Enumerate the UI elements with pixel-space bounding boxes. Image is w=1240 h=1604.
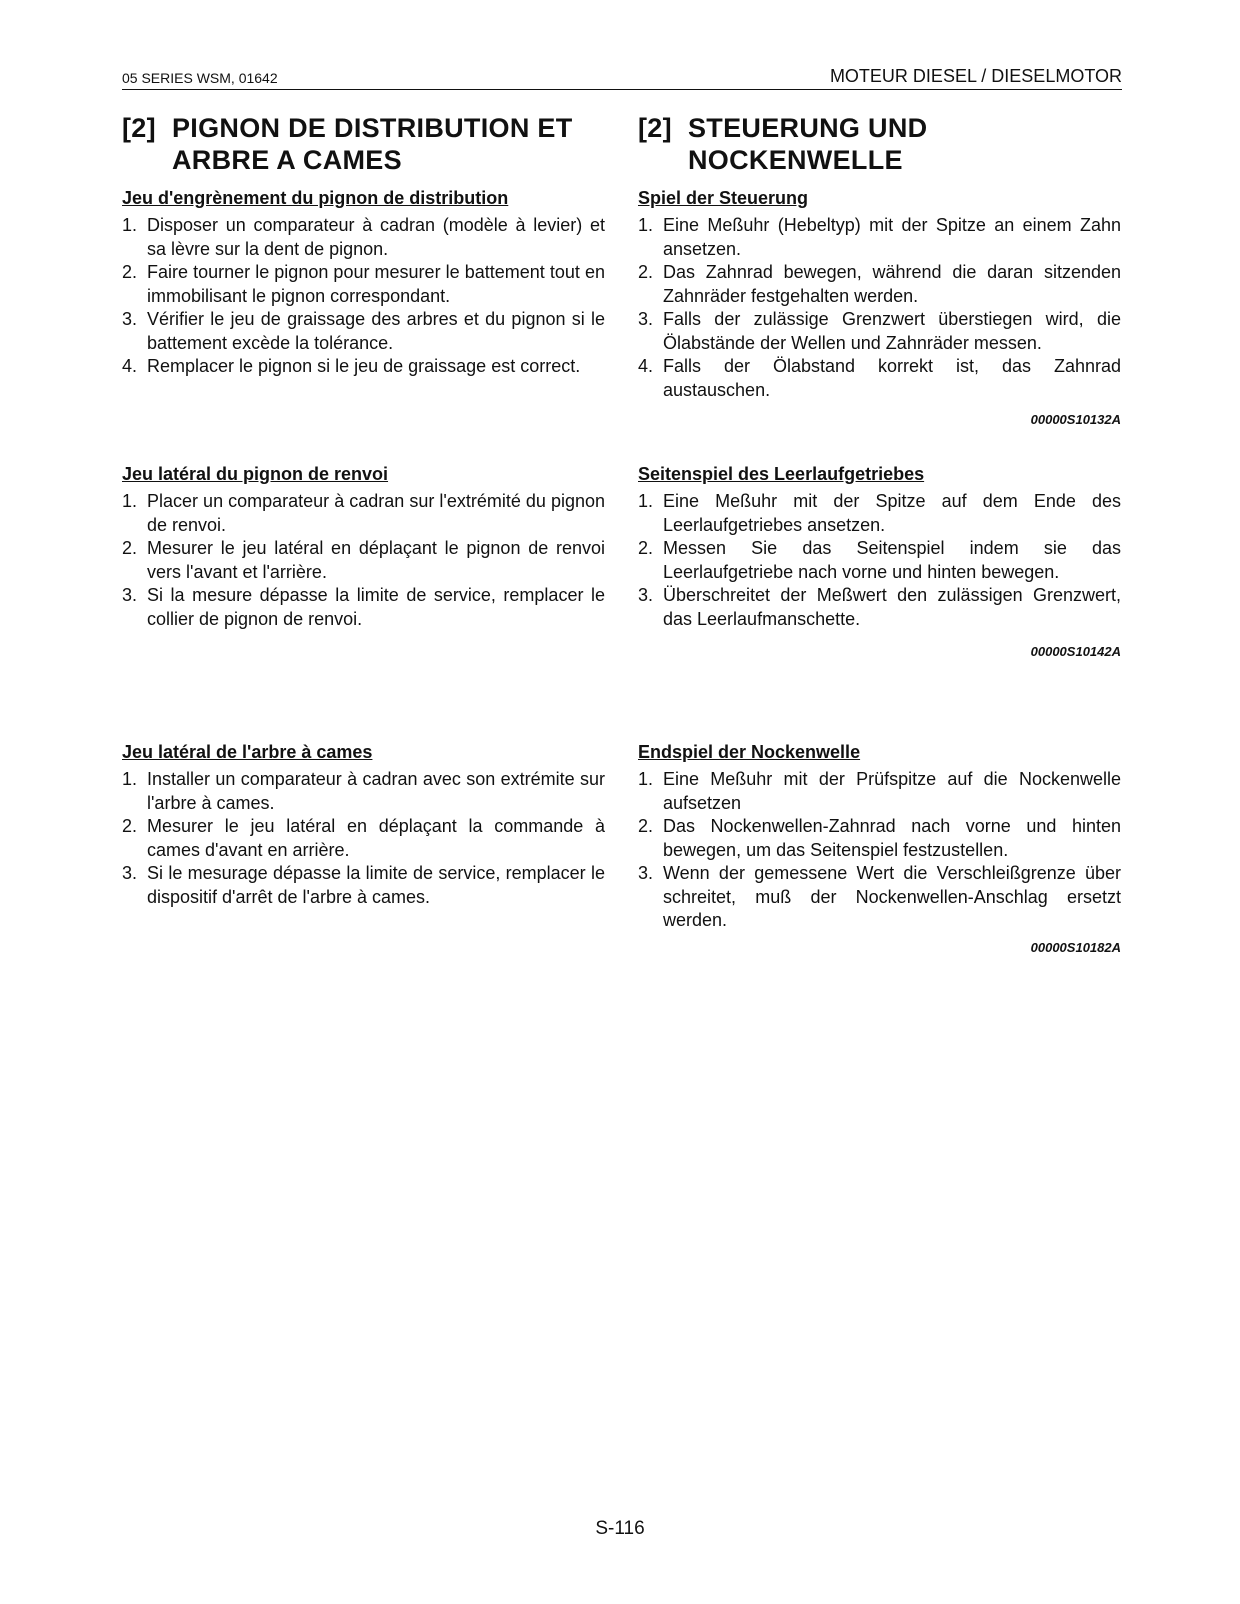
de-section-2	[638, 462, 1121, 631]
de-section-1	[638, 186, 1121, 402]
title-line1-de: STEUERUNG UND	[688, 113, 928, 143]
title-line2-de: NOCKENWELLE	[688, 145, 903, 175]
list-item: 3. Überschreitet der Meßwert den zulässigen Grenzwert, das Leerlaufmanschette.	[638, 585, 1121, 629]
title-line2-fr: ARBRE A CAMES	[172, 145, 402, 175]
subtitle-de-1: Spiel der Steuerung	[638, 188, 809, 208]
subtitle-de-3: Endspiel der Nockenwelle	[638, 742, 861, 762]
chapter-title: MOTEUR DIESEL / DIESELMOTOR	[829, 66, 1122, 86]
subtitle-fr-2: Jeu latéral du pignon de renvoi	[122, 464, 389, 484]
subtitle-de-2: Seitenspiel des Leerlaufgetriebes	[638, 464, 925, 484]
list-fr-2	[122, 490, 605, 631]
list-item: 1. Placer un comparateur à cadran sur l'extrémité du pignon de renvoi.	[122, 491, 605, 535]
list-de-3	[638, 768, 1121, 933]
reference-code: 00000S10182A	[1030, 940, 1121, 955]
list-item: 4. Remplacer le pignon si le jeu de graissage est correct.	[122, 356, 581, 376]
reference-code: 00000S10142A	[1030, 644, 1121, 659]
list-item: 2. Messen Sie das Seitenspiel indem sie das Leerlaufgetriebe nach vorne und hinten bewegen.	[638, 538, 1121, 582]
section-title-fr	[122, 112, 573, 176]
list-item: 2. Das Zahnrad bewegen, während die daran sitzenden Zahnräder festgehalten werden.	[638, 262, 1121, 306]
list-item: 2. Mesurer le jeu latéral en déplaçant le pignon de renvoi vers l'avant et l'arrière.	[122, 538, 605, 582]
list-item: 2. Mesurer le jeu latéral en déplaçant la commande à cames d'avant en arrière.	[122, 816, 605, 860]
list-item: 3. Wenn der gemessene Wert die Verschleißgrenze über schreitet, muß der Nockenwellen-Anschlag ersetzt werden.	[638, 863, 1121, 930]
list-item: 3. Falls der zulässige Grenzwert überstiegen wird, die Ölabstände der Wellen und Zahnräder messen.	[638, 309, 1121, 353]
reference-code: 00000S10132A	[1030, 412, 1121, 427]
list-item: 2. Faire tourner le pignon pour mesurer le battement tout en immobilisant le pignon correspondant.	[122, 262, 605, 306]
list-fr-3	[122, 768, 605, 909]
list-item: 1. Eine Meßuhr mit der Prüfspitze auf die Nockenwelle aufsetzen	[638, 769, 1121, 813]
subtitle-fr-3: Jeu latéral de l'arbre à cames	[122, 742, 373, 762]
document-code: 05 SERIES WSM, 01642	[122, 70, 278, 86]
list-item: 1. Eine Meßuhr mit der Spitze auf dem Ende des Leerlaufgetriebes ansetzen.	[638, 491, 1121, 535]
fr-section-1	[122, 186, 605, 379]
de-section-3	[638, 740, 1121, 933]
list-item: 3. Vérifier le jeu de graissage des arbres et du pignon si le battement excède la tolérance.	[122, 309, 605, 353]
list-fr-1	[122, 214, 605, 379]
list-item: 1. Eine Meßuhr (Hebeltyp) mit der Spitze an einem Zahn ansetzen.	[638, 215, 1121, 259]
fr-section-2	[122, 462, 605, 631]
list-de-1	[638, 214, 1121, 402]
list-de-2	[638, 490, 1121, 631]
title-line1-fr: PIGNON DE DISTRIBUTION ET	[172, 113, 573, 143]
list-item: 3. Si la mesure dépasse la limite de service, remplacer le collier de pignon de renvoi.	[122, 585, 605, 629]
list-item: 1. Disposer un comparateur à cadran (modèle à levier) et sa lèvre sur la dent de pignon.	[122, 215, 605, 259]
list-item: 2. Das Nockenwellen-Zahnrad nach vorne und hinten bewegen, um das Seitenspiel festzustellen.	[638, 816, 1121, 860]
subtitle-fr-1: Jeu d'engrènement du pignon de distribution	[122, 188, 509, 208]
section-number-de: [2]	[638, 113, 672, 143]
page-number: S-116	[595, 1518, 645, 1539]
list-item: 3. Si le mesurage dépasse la limite de service, remplacer le dispositif d'arrêt de l'arbre à cames.	[122, 863, 605, 907]
fr-section-3	[122, 740, 605, 909]
list-item: 4. Falls der Ölabstand korrekt ist, das Zahnrad austauschen.	[638, 356, 1121, 400]
list-item: 1. Installer un comparateur à cadran avec son extrémite sur l'arbre à cames.	[122, 769, 605, 813]
section-number-fr: [2]	[122, 113, 156, 143]
section-title-de	[638, 112, 927, 176]
